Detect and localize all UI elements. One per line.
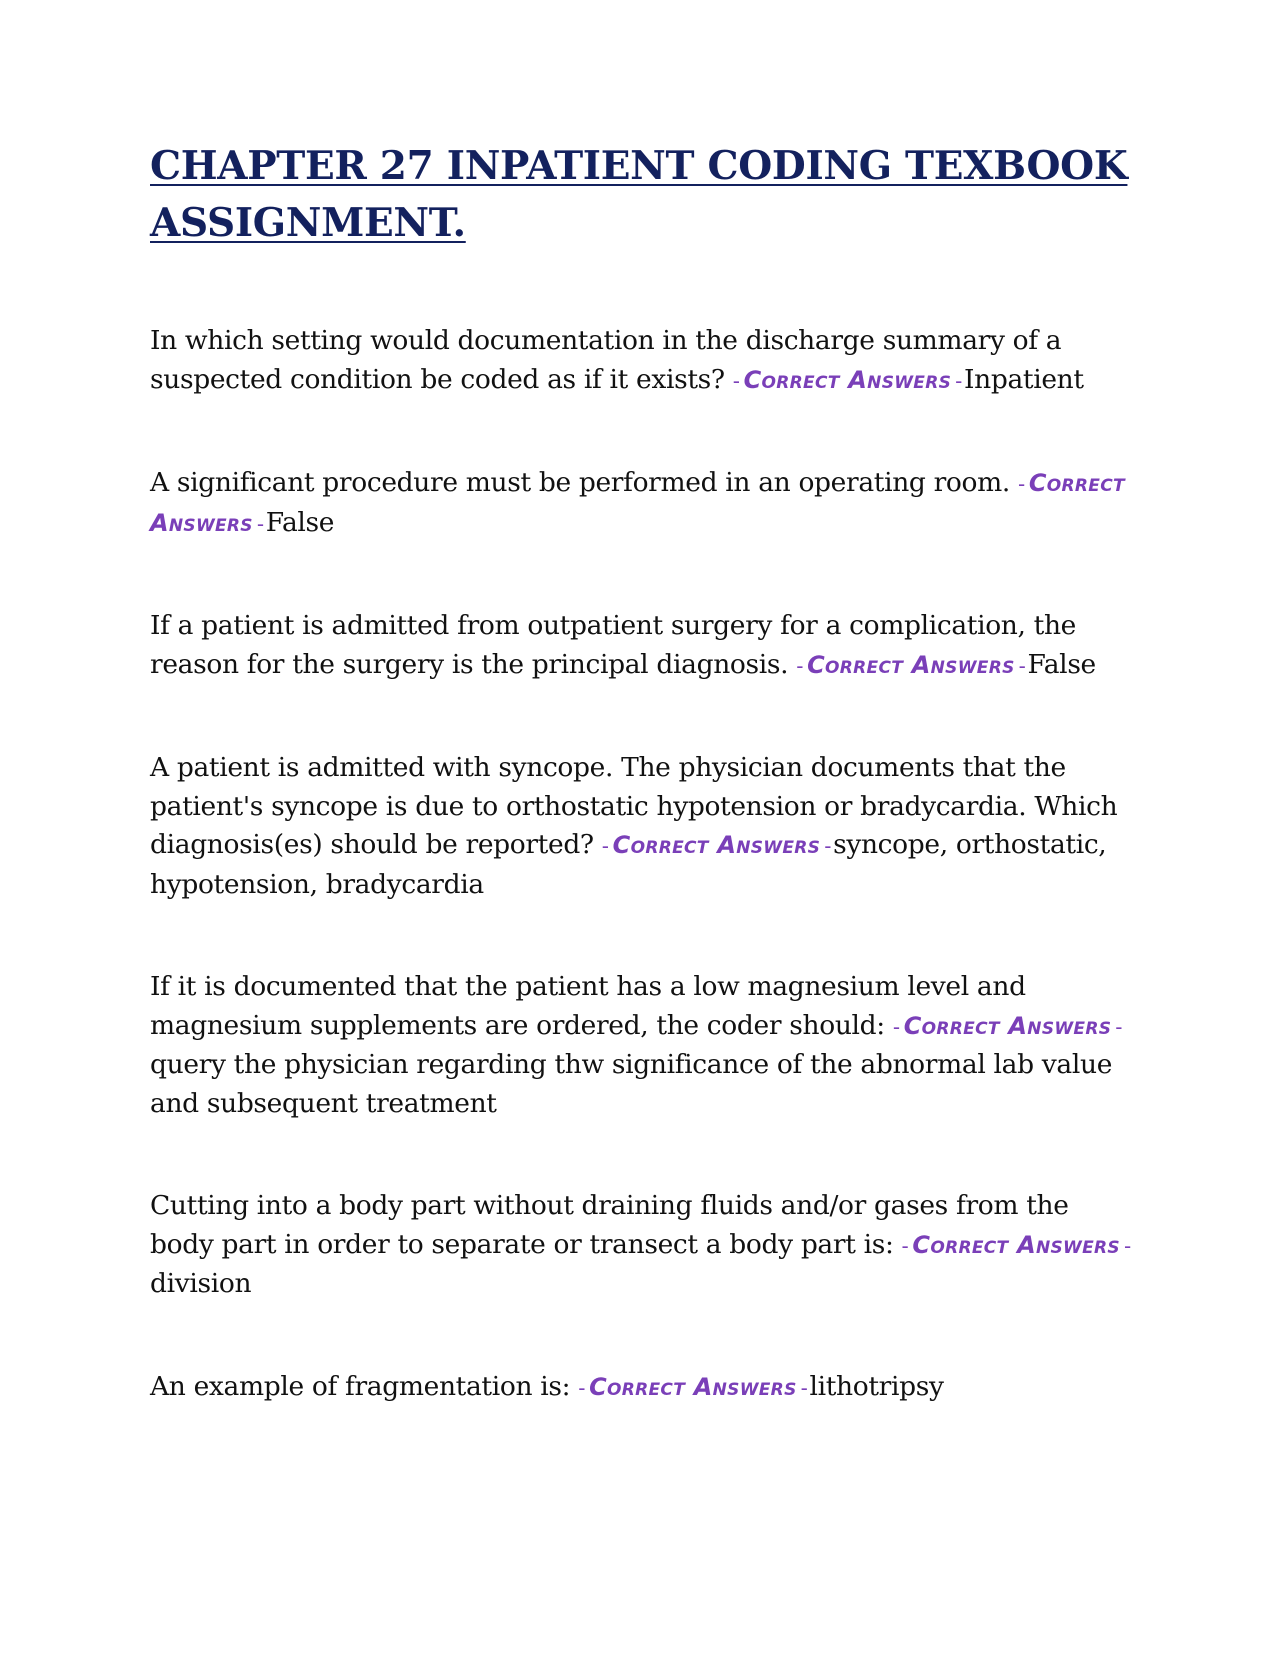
answer-label: Correct Answers	[150, 469, 1125, 537]
qa-item	[150, 749, 1140, 904]
question-text: If it is documented that the patient has a low magnesium level and magnesium supplements are ordered, the coder should:	[150, 971, 1026, 1041]
answer-separator: -	[732, 368, 740, 393]
answer-separator: -	[901, 1233, 909, 1258]
answer-label: Correct Answers	[612, 831, 821, 859]
answer-separator: -	[824, 834, 832, 858]
answer-separator: -	[256, 511, 264, 536]
answer-text: division	[150, 1268, 252, 1299]
answer-text: False	[1027, 648, 1096, 680]
answer-label: Correct Answers	[743, 365, 952, 394]
answer-separator: -	[800, 1375, 808, 1400]
answer-separator: -	[892, 1014, 900, 1039]
qa-item	[150, 322, 1140, 400]
answer-text: Inpatient	[964, 363, 1084, 395]
question-text: A patient is admitted with syncope. The physician documents that the patient's syncope is due to orthostatic hypotension or bradycardia. Which diagnosis(es) should be reported?	[150, 752, 1118, 860]
question-text: If a patient is admitted from outpatient surgery for a complication, the reason for the surgery is the principal diagnosis.	[150, 610, 1077, 680]
answer-separator: -	[601, 834, 609, 858]
answer-label: Correct Answers	[903, 1011, 1112, 1040]
page-title: CHAPTER 27 INPATIENT CODING TEXBOOK ASSIGNMENT.	[150, 143, 1128, 246]
answer-label: Correct Answers	[589, 1372, 797, 1401]
qa-item	[150, 968, 1140, 1123]
answer-separator: -	[1018, 653, 1026, 678]
answer-separator: -	[796, 653, 804, 678]
qa-item	[150, 464, 1140, 543]
qa-item	[150, 1368, 1140, 1408]
question-text: A significant procedure must be performed in an operating room.	[150, 467, 1010, 498]
answer-separator: -	[1123, 1233, 1131, 1258]
answer-separator: -	[1017, 472, 1025, 496]
answer-text: lithotripsy	[809, 1370, 944, 1402]
question-text: Cutting into a body part without draining fluids and/or gases from the body part in order to separate or transect a body part is:	[150, 1190, 1069, 1260]
answer-separator: -	[1115, 1014, 1123, 1039]
qa-item	[150, 607, 1140, 685]
answer-label: Correct Answers	[807, 650, 1015, 679]
answer-label: Correct Answers	[912, 1230, 1120, 1259]
question-text: In which setting would documentation in the discharge summary of a suspected condition be coded as if it exists?	[150, 325, 1062, 395]
answer-separator: -	[955, 368, 963, 393]
document-page	[150, 138, 1140, 1471]
answer-text: query the physician regarding thw significance of the abnormal lab value and subsequent treatment	[150, 1049, 1113, 1119]
answer-separator: -	[578, 1375, 586, 1400]
question-text: An example of fragmentation is:	[150, 1370, 571, 1402]
answer-text: syncope, orthostatic, hypotension, bradycardia	[150, 829, 1107, 900]
qa-item	[150, 1187, 1140, 1304]
answer-text: False	[265, 506, 335, 538]
